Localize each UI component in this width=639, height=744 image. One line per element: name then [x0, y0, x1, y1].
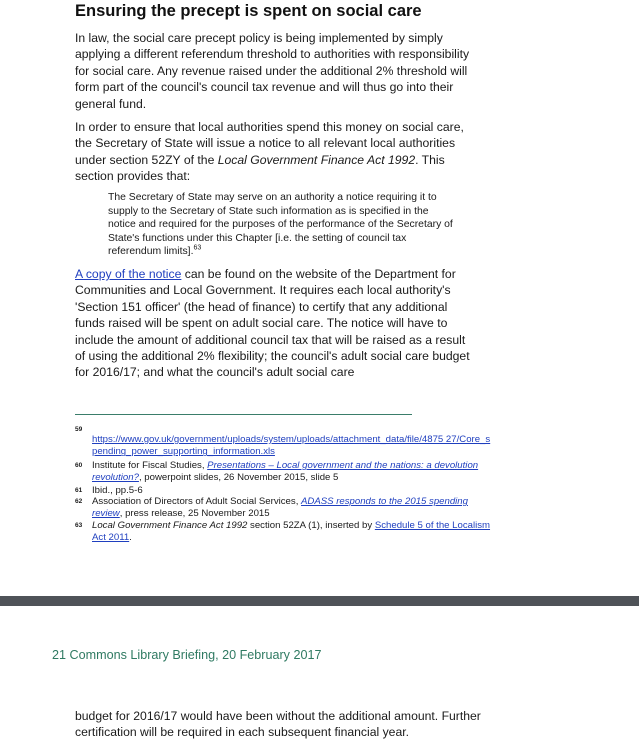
paragraph-3-text: can be found on the website of the Department for Communities and Local Government. It requires each local authority's 'Section 151 officer' (the head of finance) to certify that any additional funds raised will be spent on adult social care. The notice will have to include the amount of additional council tax that will be raised as a result of using the additional 2% flexibility; the council's adult social care budget for 2016/17; and what the council's adult social care: [75, 267, 470, 380]
footnote-text: , powerpoint slides, 26 November 2015, slide 5: [138, 472, 339, 484]
notice-link[interactable]: A copy of the notice: [75, 267, 182, 281]
footnote-number: 61: [75, 487, 83, 494]
paragraph-2-text: In order to ensure that local authorities spend this money on social care, the Secretary of State will issue a notice to all relevant local authorities under section 52ZY of the: [75, 120, 464, 167]
paragraph-1: In law, the social care precept policy is being implemented by simply applying a different referendum threshold to authorities with responsibility for social care. Any revenue raised under the additional 2% threshold will form part of the council's council tax revenue and will thus go into their general fund.: [75, 31, 470, 111]
act-title: Local Government Finance Act 1992: [217, 152, 416, 167]
footnote-text: .: [129, 532, 132, 544]
paragraph-next-page: budget for 2016/17 would have been without the additional amount. Further certification will be required in each subsequent financial year.: [75, 709, 481, 740]
footnote-link[interactable]: https://www.gov.uk/government/uploads/system/uploads/attachment_data/file/4875 27/Core_spending_power_supporting_information.xls: [92, 434, 491, 458]
footnote-text: Ibid., pp.5-6: [92, 485, 143, 496]
paragraph-3: [75, 266, 477, 381]
paragraph-2: [75, 119, 477, 185]
footnote-text: Association of Directors of Adult Social Services,: [92, 496, 302, 507]
footnote-ref[interactable]: 63: [193, 244, 202, 252]
footnote-text: , press release, 25 November 2015: [119, 508, 270, 520]
running-header: 21 Commons Library Briefing, 20 February 2017: [52, 648, 322, 662]
page-separator: [0, 596, 639, 606]
footnote-number: 62: [75, 498, 83, 505]
footnote-link[interactable]: Schedule 5 of the Localism Act 2011: [92, 520, 491, 544]
footnote-link[interactable]: Presentations – Local government and the nations: a devolution revolution?: [92, 460, 479, 484]
paragraph-2-tail: . This section provides that:: [75, 152, 445, 184]
footnote-link[interactable]: ADASS responds to the 2015 spending review: [92, 496, 468, 520]
footnote-number: 63: [75, 522, 83, 529]
block-quote: [108, 191, 453, 259]
footnote-number: 59: [75, 426, 83, 433]
section-heading: Ensuring the precept is spent on social care: [75, 2, 422, 20]
footnote-text: section 52ZA (1), inserted by: [247, 520, 375, 531]
footnote-text: Local Government Finance Act 1992: [92, 520, 248, 531]
footnote-59: [75, 424, 495, 460]
footnote-divider: [75, 414, 412, 415]
footnote-63: [75, 520, 495, 545]
footnote-number: 60: [75, 462, 83, 469]
footnote-60: [75, 460, 495, 485]
footnote-text: Institute for Fiscal Studies,: [92, 460, 208, 471]
footnote-62: [75, 496, 495, 521]
quote-text: The Secretary of State may serve on an authority a notice requiring it to supply to the Secretary of State such information as is specified in the notice and required for the purposes of the performance of the Secretary of State's functions under this Chapter [i.e. the setting of council tax referendum limits].: [108, 192, 453, 258]
